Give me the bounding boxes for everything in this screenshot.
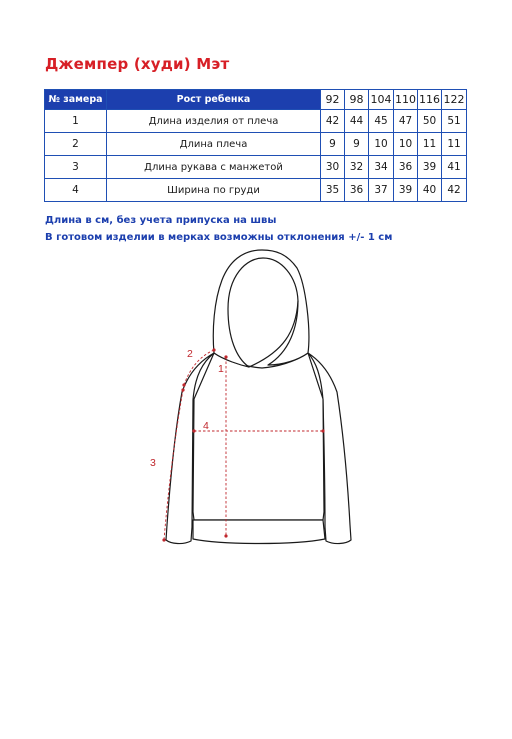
measure-value: 11 xyxy=(442,133,467,156)
header-size: 116 xyxy=(418,90,442,110)
measure-value: 36 xyxy=(345,179,369,202)
measure-number: 4 xyxy=(45,179,107,202)
body-outline xyxy=(193,353,324,520)
measure-label-1: 1 xyxy=(218,363,224,375)
measure-value: 44 xyxy=(345,110,369,133)
measure-dot xyxy=(224,355,227,358)
header-measure-number: № замера xyxy=(45,90,107,110)
measure-label-3: 3 xyxy=(150,457,156,469)
measure-dot xyxy=(162,538,165,541)
measure-dot xyxy=(321,429,324,432)
measure-dot xyxy=(192,429,195,432)
waistband-outline xyxy=(193,520,325,544)
measure-dot xyxy=(181,388,184,391)
header-size: 98 xyxy=(345,90,369,110)
measure-value: 10 xyxy=(369,133,394,156)
measure-number: 3 xyxy=(45,156,107,179)
measure-dot xyxy=(182,383,185,386)
measure-value: 34 xyxy=(369,156,394,179)
header-size: 104 xyxy=(369,90,394,110)
measure-label-2: 2 xyxy=(187,348,193,360)
measure-value: 39 xyxy=(394,179,418,202)
measure-dot xyxy=(212,348,215,351)
note-units: Длина в см, без учета припуска на швы xyxy=(45,215,277,226)
hood-outline xyxy=(213,250,309,367)
measure-value: 37 xyxy=(369,179,394,202)
header-size: 110 xyxy=(394,90,418,110)
measure-value: 35 xyxy=(321,179,345,202)
measure-value: 9 xyxy=(321,133,345,156)
measure-value: 45 xyxy=(369,110,394,133)
measure-value: 40 xyxy=(418,179,442,202)
note-tolerance: В готовом изделии в мерках возможны отклонения +/- 1 см xyxy=(45,232,393,243)
measure-dot xyxy=(224,534,227,537)
measure-value: 11 xyxy=(418,133,442,156)
header-size: 92 xyxy=(321,90,345,110)
measure-value: 50 xyxy=(418,110,442,133)
measure-value: 42 xyxy=(321,110,345,133)
measure-value: 36 xyxy=(394,156,418,179)
measure-value: 9 xyxy=(345,133,369,156)
measure-value: 51 xyxy=(442,110,467,133)
measure-name: Длина изделия от плеча xyxy=(107,110,321,133)
measure-name: Ширина по груди xyxy=(107,179,321,202)
measure-value: 10 xyxy=(394,133,418,156)
measure-name: Длина рукава с манжетой xyxy=(107,156,321,179)
measure-value: 42 xyxy=(442,179,467,202)
measure-value: 32 xyxy=(345,156,369,179)
measure-value: 47 xyxy=(394,110,418,133)
page-title: Джемпер (худи) Мэт xyxy=(45,55,230,73)
measure-value: 30 xyxy=(321,156,345,179)
measure-name: Длина плеча xyxy=(107,133,321,156)
measure-value: 39 xyxy=(418,156,442,179)
header-child-height: Рост ребенка xyxy=(107,90,321,110)
header-size: 122 xyxy=(442,90,467,110)
measure-value: 41 xyxy=(442,156,467,179)
measure-label-4: 4 xyxy=(203,420,209,432)
measure-number: 1 xyxy=(45,110,107,133)
measure-number: 2 xyxy=(45,133,107,156)
